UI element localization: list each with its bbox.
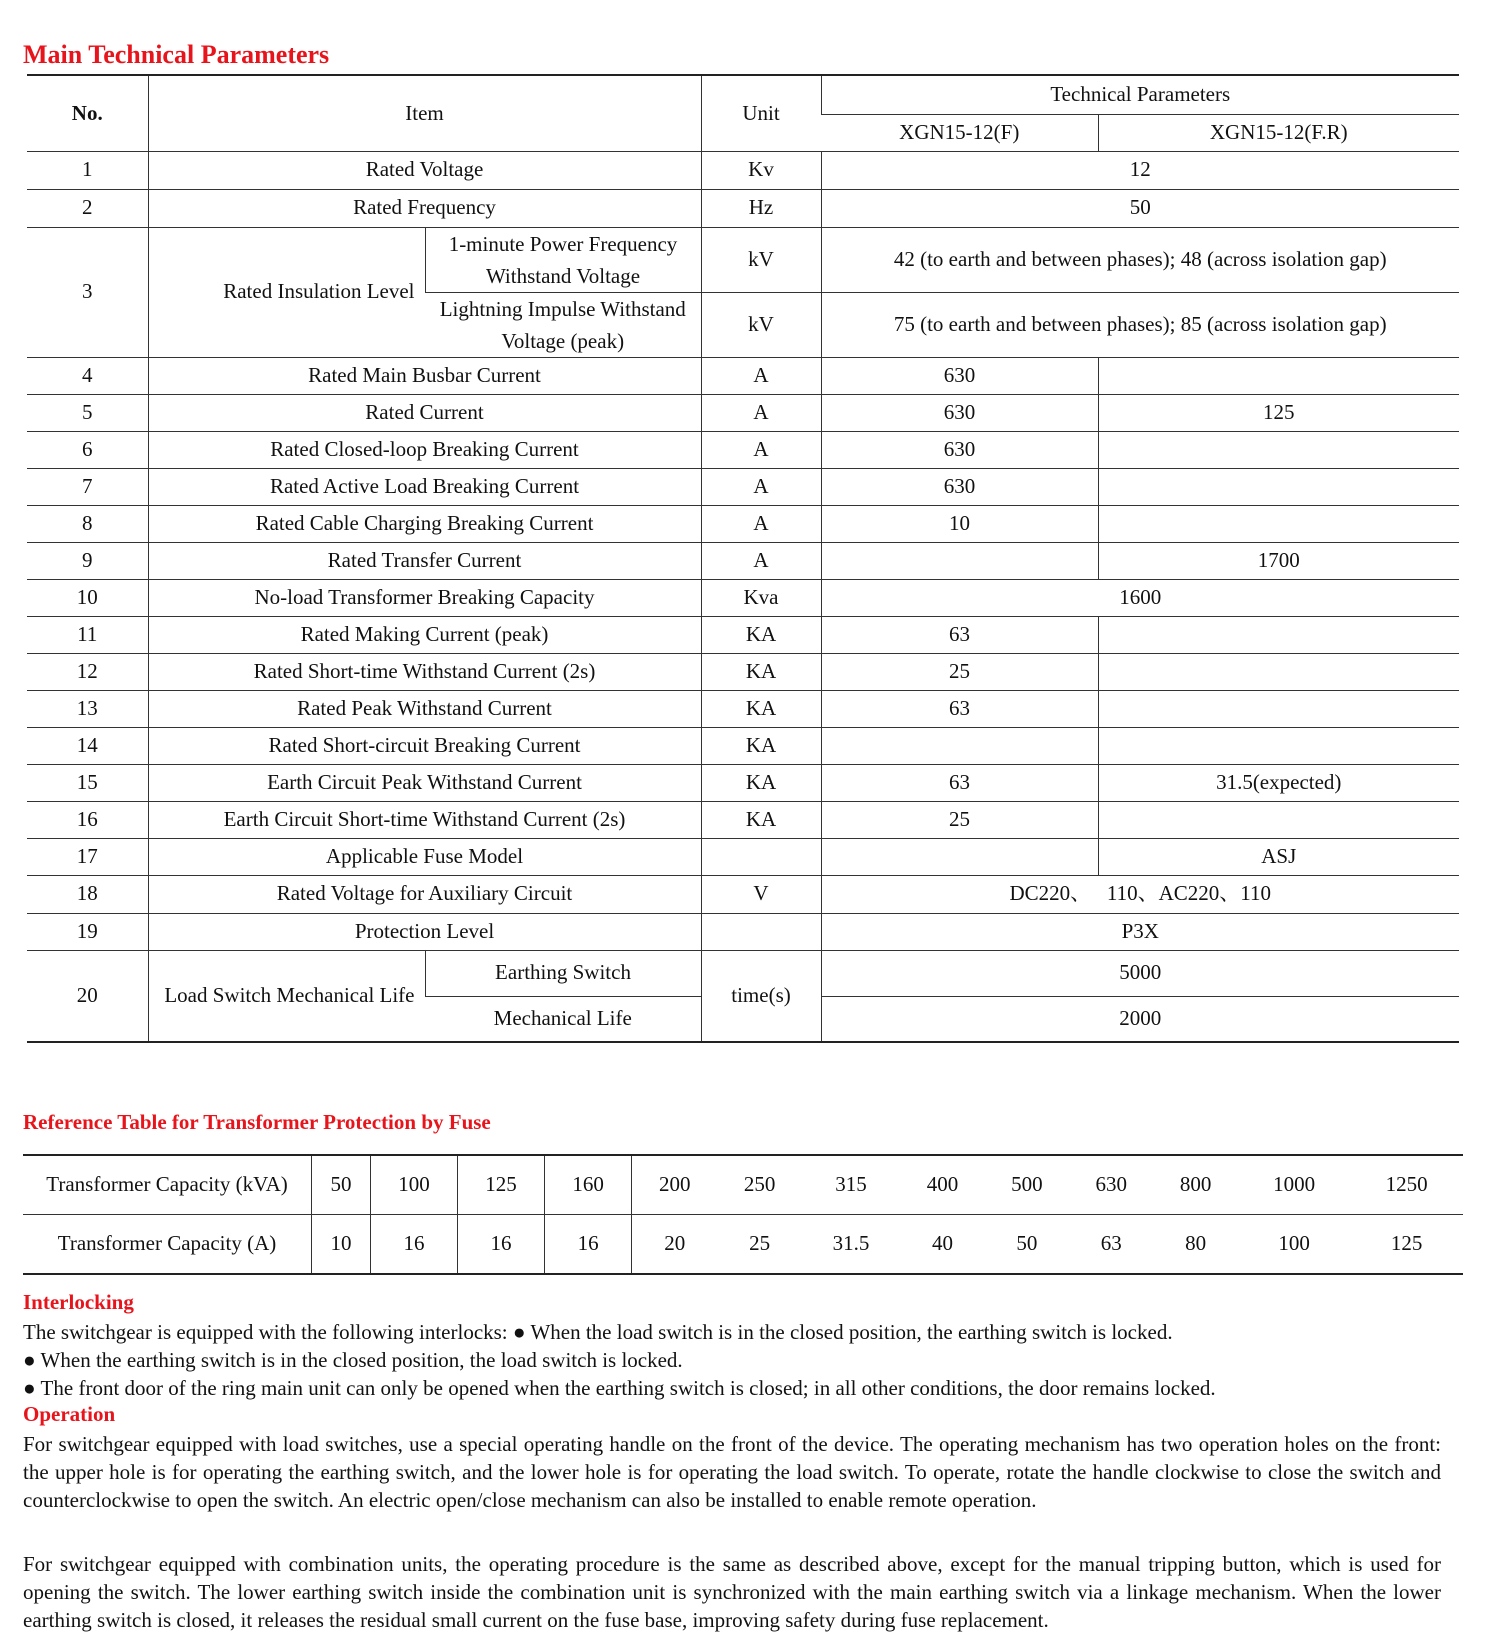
row-value-f: 63 bbox=[821, 690, 1098, 727]
header-unit: Unit bbox=[701, 75, 821, 151]
row-value-f bbox=[821, 542, 1098, 579]
row-value: 12 bbox=[821, 151, 1459, 189]
row-unit: KA bbox=[701, 653, 821, 690]
table-row bbox=[27, 189, 1459, 227]
row-item: Rated Transfer Current bbox=[148, 542, 701, 579]
technical-parameters-table bbox=[27, 74, 1459, 1043]
fuse-reference-table bbox=[23, 1154, 1463, 1275]
row-unit: A bbox=[701, 468, 821, 505]
amps-cell: 125 bbox=[1350, 1215, 1463, 1275]
row-value-fr bbox=[1098, 468, 1459, 505]
row-item: Load Switch Mechanical Life bbox=[148, 950, 425, 1042]
row-item: Earth Circuit Peak Withstand Current bbox=[148, 764, 701, 801]
row-value-fr bbox=[1098, 357, 1459, 394]
row-no: 2 bbox=[27, 189, 148, 227]
row-item: Rated Frequency bbox=[148, 189, 701, 227]
header-model-f: XGN15-12(F) bbox=[821, 114, 1098, 151]
amps-cell: 20 bbox=[632, 1215, 718, 1275]
row-value: P3X bbox=[821, 913, 1459, 950]
row-no: 15 bbox=[27, 764, 148, 801]
row-item: Protection Level bbox=[148, 913, 701, 950]
row-no: 17 bbox=[27, 838, 148, 875]
row-unit: kV bbox=[701, 227, 821, 292]
row-unit: A bbox=[701, 394, 821, 431]
row-unit: KA bbox=[701, 801, 821, 838]
row-item: Rated Voltage for Auxiliary Circuit bbox=[148, 875, 701, 913]
row-unit bbox=[701, 838, 821, 875]
table-row bbox=[27, 431, 1459, 468]
row-unit: KA bbox=[701, 727, 821, 764]
header-technical-parameters: Technical Parameters bbox=[821, 75, 1459, 114]
table-row bbox=[27, 801, 1459, 838]
table-row bbox=[27, 468, 1459, 505]
row-item: Rated Short-time Withstand Current (2s) bbox=[148, 653, 701, 690]
amps-cell: 40 bbox=[900, 1215, 984, 1275]
row-value-f: 25 bbox=[821, 653, 1098, 690]
section-title-main-parameters: Main Technical Parameters bbox=[23, 40, 330, 69]
amps-cell: 10 bbox=[312, 1215, 371, 1275]
row-no: 4 bbox=[27, 357, 148, 394]
row-no: 14 bbox=[27, 727, 148, 764]
table-row bbox=[27, 394, 1459, 431]
kva-cell: 400 bbox=[926, 1172, 959, 1197]
interlocking-line-1: The switchgear is equipped with the following interlocks: ● When the load switch is in the closed position, the earthing switch is locked. bbox=[23, 1320, 1173, 1344]
row-value-fr bbox=[1098, 801, 1459, 838]
amps-cell: 63 bbox=[1069, 1215, 1153, 1275]
row-item: Rated Peak Withstand Current bbox=[148, 690, 701, 727]
row-subitem: Lightning Impulse Withstand Voltage (peak) bbox=[425, 292, 701, 357]
table-row bbox=[27, 579, 1459, 616]
operation-paragraph-2: For switchgear equipped with combination units, the operating procedure is the same as described above, except for the manual tripping button, which is used for opening the switch. The lower earthing switch inside the combination unit is synchronized with the main earthing switch via a linkage mechanism. When the lower earthing switch is closed, it releases the residual small current on the fuse base, improving safety during fuse replacement. bbox=[23, 1552, 1441, 1632]
row-unit: KA bbox=[701, 616, 821, 653]
row-value: 2000 bbox=[821, 996, 1459, 1042]
row-subitem: Mechanical Life bbox=[425, 996, 701, 1042]
row-unit: KA bbox=[701, 764, 821, 801]
row-unit: Kv bbox=[701, 151, 821, 189]
row-value-fr bbox=[1098, 690, 1459, 727]
row-value: 42 (to earth and between phases); 48 (across isolation gap) bbox=[821, 227, 1459, 292]
row-no: 11 bbox=[27, 616, 148, 653]
row-value-fr: 125 bbox=[1098, 394, 1459, 431]
kva-cell: 250 bbox=[743, 1172, 776, 1197]
row-no: 6 bbox=[27, 431, 148, 468]
table-row bbox=[27, 505, 1459, 542]
table-row bbox=[27, 616, 1459, 653]
row-value-f: 10 bbox=[821, 505, 1098, 542]
row-subitem: Earthing Switch bbox=[425, 950, 701, 996]
operation-paragraph-1: For switchgear equipped with load switches, use a special operating handle on the front of the device. The operating mechanism has two operation holes on the front: the upper hole is for operating the earthing switch, and the lower hole is for operating the load switch. To operate, rotate the handle clockwise to close the switch and counterclockwise to open the switch. An electric open/close mechanism can also be installed to enable remote operation. bbox=[23, 1432, 1441, 1512]
row-item: Rated Making Current (peak) bbox=[148, 616, 701, 653]
row-item: Applicable Fuse Model bbox=[148, 838, 701, 875]
row-no: 20 bbox=[27, 950, 148, 1042]
row-unit: Kva bbox=[701, 579, 821, 616]
row-value-f: 630 bbox=[821, 394, 1098, 431]
row-item: Rated Main Busbar Current bbox=[148, 357, 701, 394]
row-value-fr bbox=[1098, 616, 1459, 653]
table-row bbox=[27, 838, 1459, 875]
row-value-f bbox=[821, 727, 1098, 764]
row-value: 75 (to earth and between phases); 85 (across isolation gap) bbox=[821, 292, 1459, 357]
row-item: Earth Circuit Short-time Withstand Current (2s) bbox=[148, 801, 701, 838]
amps-cell: 31.5 bbox=[802, 1215, 900, 1275]
row-value-fr bbox=[1098, 431, 1459, 468]
amps-cell: 16 bbox=[458, 1215, 545, 1275]
table-row bbox=[27, 875, 1459, 913]
interlocking-line-3: ● The front door of the ring main unit can only be opened when the earthing switch is closed; in all other conditions, the door remains locked. bbox=[23, 1376, 1216, 1400]
kva-cell: 125 bbox=[458, 1155, 545, 1215]
row-value: DC220、 110、AC220、110 bbox=[821, 875, 1459, 913]
row-value-f: 630 bbox=[821, 468, 1098, 505]
section-title-fuse-table: Reference Table for Transformer Protection by Fuse bbox=[23, 1110, 491, 1134]
row-no: 1 bbox=[27, 151, 148, 189]
row-unit: A bbox=[701, 542, 821, 579]
kva-cell: 315 bbox=[835, 1172, 867, 1197]
kva-cell: 100 bbox=[370, 1155, 457, 1215]
row-no: 19 bbox=[27, 913, 148, 950]
kva-cell: 1250 bbox=[1385, 1172, 1428, 1197]
row-no: 13 bbox=[27, 690, 148, 727]
row-value: 5000 bbox=[821, 950, 1459, 996]
table-row bbox=[27, 950, 1459, 996]
amps-cell: 100 bbox=[1238, 1215, 1351, 1275]
row-item: Rated Active Load Breaking Current bbox=[148, 468, 701, 505]
header-no: No. bbox=[71, 100, 103, 125]
header-item: Item bbox=[148, 75, 701, 151]
row-item: Rated Closed-loop Breaking Current bbox=[148, 431, 701, 468]
header-model-fr: XGN15-12(F.R) bbox=[1098, 114, 1459, 151]
row-item: Rated Current bbox=[148, 394, 701, 431]
row-item: Rated Voltage bbox=[148, 151, 701, 189]
amps-cell: 16 bbox=[545, 1215, 632, 1275]
kva-cell: 200 bbox=[632, 1155, 718, 1215]
table-row bbox=[27, 690, 1459, 727]
table-row bbox=[27, 727, 1459, 764]
row-value-fr: ASJ bbox=[1098, 838, 1459, 875]
row-unit: KA bbox=[701, 690, 821, 727]
amps-cell: 80 bbox=[1153, 1215, 1237, 1275]
row-value-f bbox=[821, 838, 1098, 875]
kva-cell: 800 bbox=[1179, 1172, 1212, 1197]
fuse-row-label-amps: Transformer Capacity (A) bbox=[23, 1215, 312, 1275]
fuse-row-label-kva: Transformer Capacity (kVA) bbox=[46, 1172, 288, 1197]
row-item: No-load Transformer Breaking Capacity bbox=[148, 579, 701, 616]
row-unit: time(s) bbox=[701, 950, 821, 1042]
row-unit: A bbox=[701, 431, 821, 468]
interlocking-line-2: ● When the earthing switch is in the closed position, the load switch is locked. bbox=[23, 1348, 683, 1372]
row-item: Rated Short-circuit Breaking Current bbox=[148, 727, 701, 764]
row-unit bbox=[701, 913, 821, 950]
row-unit: kV bbox=[701, 292, 821, 357]
kva-cell: 1000 bbox=[1273, 1172, 1316, 1197]
row-value-f: 63 bbox=[821, 616, 1098, 653]
row-value: 1600 bbox=[821, 579, 1459, 616]
table-row bbox=[27, 151, 1459, 189]
row-value-fr: 1700 bbox=[1098, 542, 1459, 579]
table-row bbox=[27, 357, 1459, 394]
kva-cell: 500 bbox=[1011, 1172, 1043, 1197]
row-value: 50 bbox=[821, 189, 1459, 227]
row-value-fr bbox=[1098, 505, 1459, 542]
row-value-fr bbox=[1098, 727, 1459, 764]
table-row bbox=[27, 764, 1459, 801]
row-value-f: 25 bbox=[821, 801, 1098, 838]
row-unit: A bbox=[701, 505, 821, 542]
amps-cell: 25 bbox=[717, 1215, 801, 1275]
row-no: 12 bbox=[27, 653, 148, 690]
amps-cell: 16 bbox=[370, 1215, 457, 1275]
table-row bbox=[27, 653, 1459, 690]
row-value-fr: 31.5(expected) bbox=[1098, 764, 1459, 801]
table-row bbox=[27, 227, 1459, 292]
row-no: 16 bbox=[27, 801, 148, 838]
kva-cell: 50 bbox=[312, 1155, 371, 1215]
section-title-operation: Operation bbox=[23, 1402, 116, 1426]
row-value-f: 630 bbox=[821, 357, 1098, 394]
table-row bbox=[27, 913, 1459, 950]
table-row bbox=[23, 1155, 1463, 1215]
section-title-interlocking: Interlocking bbox=[23, 1290, 134, 1314]
row-unit: V bbox=[701, 875, 821, 913]
row-no: 18 bbox=[27, 875, 148, 913]
row-unit: Hz bbox=[701, 189, 821, 227]
row-no: 5 bbox=[27, 394, 148, 431]
kva-cell: 160 bbox=[545, 1155, 632, 1215]
row-value-f: 630 bbox=[821, 431, 1098, 468]
row-value-fr bbox=[1098, 653, 1459, 690]
row-no: 10 bbox=[27, 579, 148, 616]
row-no: 8 bbox=[27, 505, 148, 542]
row-subitem: 1-minute Power Frequency Withstand Voltage bbox=[425, 227, 701, 292]
amps-cell: 50 bbox=[985, 1215, 1069, 1275]
row-item: Rated Cable Charging Breaking Current bbox=[148, 505, 701, 542]
row-value-f: 63 bbox=[821, 764, 1098, 801]
row-no: 3 bbox=[27, 227, 148, 357]
row-no: 7 bbox=[27, 468, 148, 505]
row-item: Rated Insulation Level bbox=[148, 227, 425, 357]
row-no: 9 bbox=[27, 542, 148, 579]
table-row bbox=[27, 542, 1459, 579]
table-row bbox=[23, 1215, 1463, 1275]
kva-cell: 630 bbox=[1095, 1172, 1127, 1197]
row-unit: A bbox=[701, 357, 821, 394]
